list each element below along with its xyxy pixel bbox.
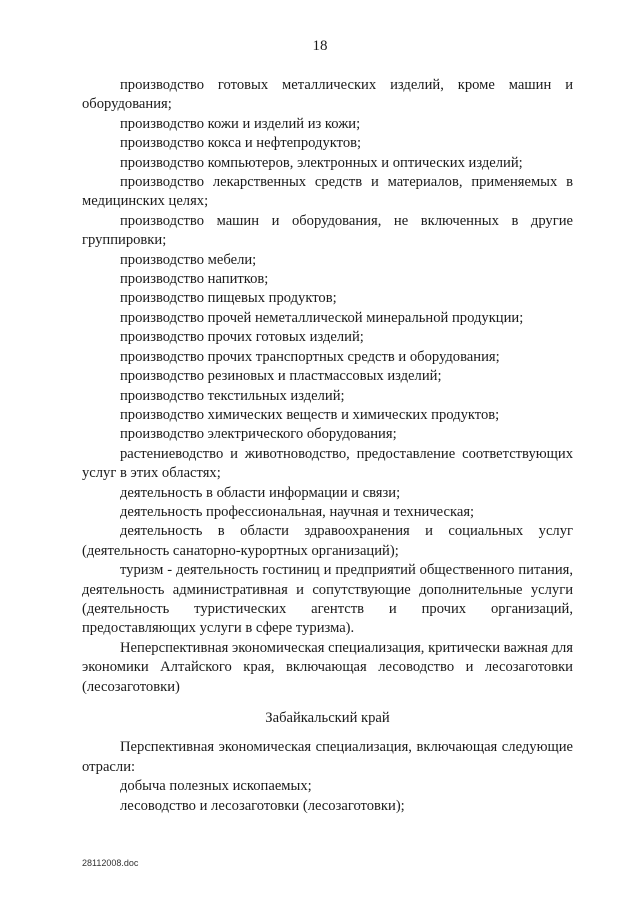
paragraph: лесоводство и лесозаготовки (лесозаготовки); <box>120 797 405 814</box>
paragraph: производство кожи и изделий из кожи; <box>120 115 361 132</box>
paragraph: производство компьютеров, электронных и оптических изделий; <box>120 154 523 171</box>
paragraph: производство машин и оборудования, не включенных в другие группировки; <box>82 212 573 249</box>
paragraph: производство пищевых продуктов; <box>120 290 337 307</box>
paragraph: производство прочих готовых изделий; <box>120 329 364 346</box>
paragraph: деятельность профессиональная, научная и техническая; <box>120 503 475 520</box>
paragraph: растениеводство и животноводство, предоставление соответствующих услуг в этих областях; <box>82 445 573 482</box>
paragraph: производство прочей неметаллической минеральной продукции; <box>120 309 524 326</box>
paragraph: Неперспективная экономическая специализация, критически важная для экономики Алтайского края, включающая лесоводство и лесозаготовки (лесозаготовки) <box>82 639 574 695</box>
paragraph: производство электрического оборудования; <box>120 426 397 443</box>
footer-file-code: 28112008.doc <box>82 858 139 868</box>
paragraph: добыча полезных ископаемых; <box>120 778 312 795</box>
paragraph: Перспективная экономическая специализация, включающая следующие отрасли: <box>82 739 573 775</box>
paragraph: производство готовых металлических изделий, кроме машин и оборудования; <box>82 77 573 113</box>
page-number: 18 <box>312 38 328 54</box>
paragraph: производство лекарственных средств и материалов, применяемых в медицинских целях; <box>82 174 573 210</box>
paragraph: туризм - деятельность гостиниц и предприятий общественного питания, деятельность административная и сопутствующие дополнительные услуги (деятельность туристических агентств и прочих организаций, предоставляющих услуги в сфере туризма). <box>82 562 573 637</box>
paragraph: деятельность в области здравоохранения и социальных услуг (деятельность санаторно-курортных организаций); <box>82 523 573 559</box>
document-body <box>82 76 573 816</box>
paragraph: производство напитков; <box>120 271 269 288</box>
paragraph: производство прочих транспортных средств и оборудования; <box>120 348 500 365</box>
paragraph: деятельность в области информации и связи; <box>120 484 401 501</box>
region-heading: Забайкальский край <box>265 710 390 726</box>
paragraph: производство мебели; <box>120 251 257 268</box>
paragraph: производство химических веществ и химических продуктов; <box>120 406 500 423</box>
paragraph: производство текстильных изделий; <box>120 387 345 404</box>
paragraph: производство резиновых и пластмассовых изделий; <box>120 368 442 385</box>
paragraph: производство кокса и нефтепродуктов; <box>120 135 362 152</box>
